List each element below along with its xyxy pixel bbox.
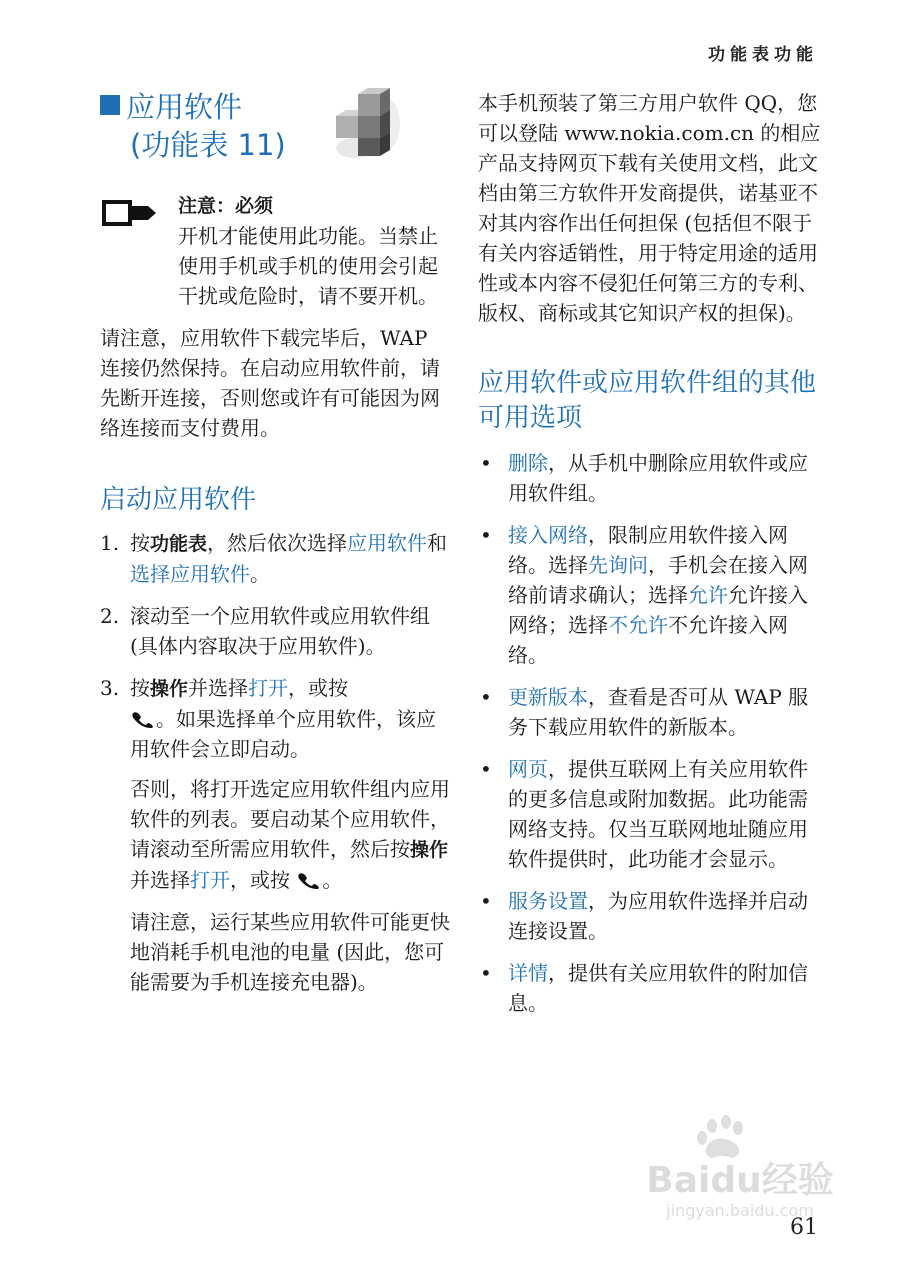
note-text: 开机才能使用此功能。当禁止使用手机或手机的使用会引起干扰或危险时，请不要开机。 bbox=[178, 224, 438, 308]
option-web-label: 网页 bbox=[508, 757, 548, 781]
app-cubes-icon bbox=[328, 86, 408, 166]
option-details-label: 详情 bbox=[508, 961, 548, 985]
call-key-icon bbox=[130, 710, 156, 728]
option-access-label: 接入网络 bbox=[508, 523, 588, 547]
step-1: 1. 按功能表，然后依次选择应用软件和选择应用软件。 bbox=[100, 531, 448, 586]
svg-text:Baidu经验: Baidu经验 bbox=[646, 1160, 834, 1201]
right-column bbox=[478, 88, 823, 1030]
link-select-app: 选择应用软件 bbox=[130, 562, 250, 586]
step-3: 3. 按操作并选择打开，或按 。如果选择单个应用软件，该应用软件会立即启动。 bbox=[100, 676, 436, 761]
section-subtitle: (功能表 11) bbox=[130, 128, 286, 162]
options-list bbox=[478, 448, 823, 1018]
link-apps: 应用软件 bbox=[347, 531, 428, 555]
option-service: • 服务设置，为应用软件选择并启动连接设置。 bbox=[480, 889, 808, 943]
link-open: 打开 bbox=[248, 676, 289, 700]
option-service-label: 服务设置 bbox=[508, 889, 588, 913]
option-delete: • 删除，从手机中删除应用软件或应用软件组。 bbox=[480, 451, 808, 505]
battery-note: 请注意，运行某些应用软件可能更快地消耗手机电池的电量 (因此，您可能需要为手机连接充电器)。 bbox=[130, 910, 450, 994]
disclaimer-paragraph: 本手机预装了第三方用户软件 QQ，您可以登陆 www.nokia.com.cn 的相应产品支持网页下载有关使用文档，此文档由第三方软件开发商提供，诺基亚不对其内容作出任何担保 (包括但不限于有关内容适销性，用于特定用途的适用性或本内容不侵犯任何第三方的专利、版权、商标或其它知识产权的担保)。 bbox=[478, 91, 821, 325]
note-label: 注意：必须 bbox=[178, 195, 274, 217]
option-details: • 详情，提供有关应用软件的附加信息。 bbox=[480, 961, 808, 1015]
step-3-detail: 否则，将打开选定应用软件组内应用软件的列表。要启动某个应用软件，请滚动至所需应用软件，然后按操作并选择打开，或按 。 bbox=[130, 777, 450, 892]
link-open-2: 打开 bbox=[190, 868, 230, 892]
option-web: • 网页，提供互联网上有关应用软件的更多信息或附加数据。此功能需网络支持。仅当互联网地址随应用软件提供时，此功能才会显示。 bbox=[480, 757, 808, 871]
option-access: • 接入网络，限制应用软件接入网络。选择先询问，手机会在接入网络前请求确认；选择允许允许接入网络；选择不允许不允许接入网络。 bbox=[480, 523, 808, 667]
baidu-watermark-logo bbox=[640, 1112, 840, 1222]
intro-paragraph: 请注意，应用软件下载完毕后，WAP 连接仍然保持。在启动应用软件前，请先断开连接，否则您或许有可能因为网络连接而支付费用。 bbox=[100, 326, 440, 440]
option-update-label: 更新版本 bbox=[508, 685, 588, 709]
svg-text:jingyan.baidu.com: jingyan.baidu.com bbox=[666, 1201, 814, 1220]
note-hand-icon bbox=[100, 196, 158, 230]
page-number: 61 bbox=[790, 1215, 818, 1240]
left-column bbox=[100, 88, 450, 1009]
option-delete-label: 删除 bbox=[508, 451, 548, 475]
start-steps bbox=[100, 528, 450, 764]
square-bullet-icon bbox=[100, 95, 120, 115]
option-update: • 更新版本，查看是否可从 WAP 服务下载应用软件的新版本。 bbox=[480, 685, 809, 739]
section-title: 应用软件 (功能表 11) bbox=[100, 88, 450, 164]
step-2: 2. 滚动至一个应用软件或应用软件组 (具体内容取决于应用软件)。 bbox=[100, 604, 430, 658]
page-header: 功能表功能 bbox=[708, 45, 818, 65]
start-heading: 启动应用软件 bbox=[100, 485, 257, 515]
note-block bbox=[100, 190, 450, 311]
options-heading: 应用软件或应用软件组的其他可用选项 bbox=[478, 368, 817, 433]
call-key-icon bbox=[296, 871, 322, 889]
